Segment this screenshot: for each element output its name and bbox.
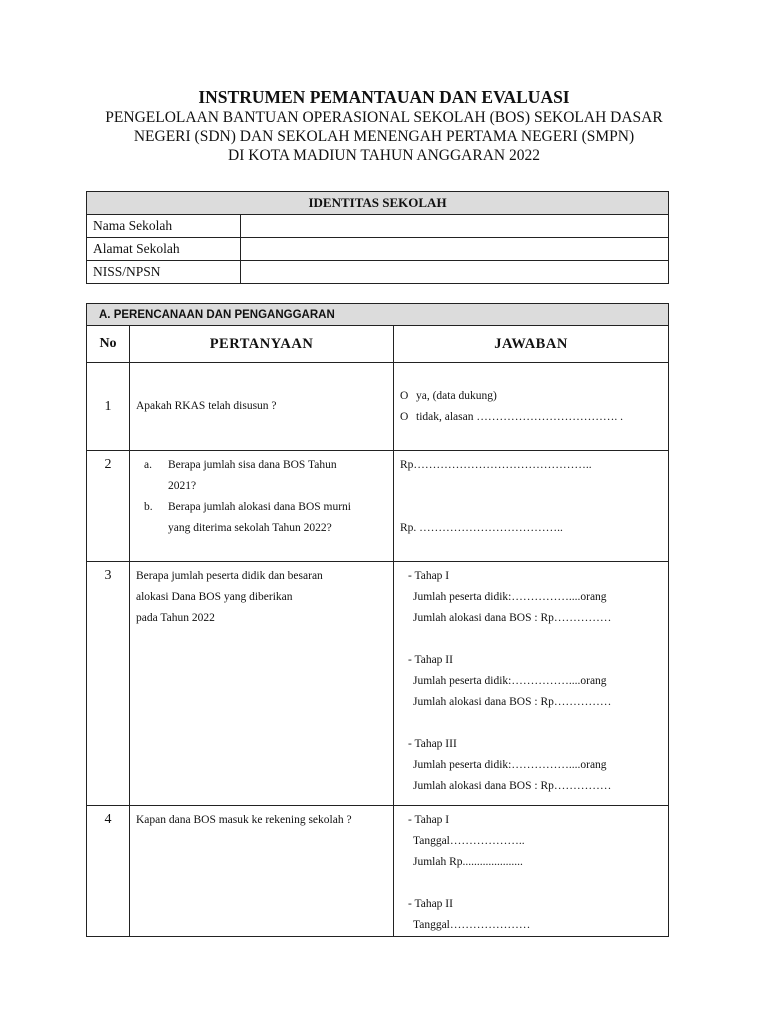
- answer-option-label: ya, (data dukung): [416, 389, 497, 402]
- answer-option-yes[interactable]: [400, 386, 662, 407]
- radio-option-icon: O: [400, 410, 409, 423]
- sub-question-text: 2021?: [168, 480, 197, 492]
- document-subtitle-line: DI KOTA MADIUN TAHUN ANGGARAN 2022: [228, 147, 540, 164]
- column-header-row: [87, 326, 669, 363]
- answer-field[interactable]: Jumlah Rp.....................: [413, 856, 523, 868]
- column-header-no: No: [87, 326, 130, 363]
- identity-row: [87, 238, 669, 261]
- question-cell: [130, 562, 394, 806]
- answer-field[interactable]: Tanggal………………..: [413, 835, 525, 847]
- row-number: 2: [87, 451, 130, 562]
- row-number: 3: [87, 562, 130, 806]
- stage-title: - Tahap III: [408, 738, 457, 750]
- identity-label: Nama Sekolah: [87, 215, 241, 238]
- answer-cell: [394, 562, 669, 806]
- table-row: [87, 363, 669, 451]
- identity-row: [87, 215, 669, 238]
- document-subtitle-line: PENGELOLAAN BANTUAN OPERASIONAL SEKOLAH (BOS) SEKOLAH DASAR: [105, 109, 663, 126]
- document-title-block: [0, 86, 768, 165]
- identity-row: [87, 261, 669, 284]
- answer-field[interactable]: Jumlah peserta didik:……………....orang: [413, 675, 607, 687]
- sub-question-text: Berapa jumlah sisa dana BOS Tahun: [168, 459, 337, 471]
- sub-question: [136, 455, 387, 497]
- stage-title: - Tahap I: [408, 570, 450, 582]
- identity-label: Alamat Sekolah: [87, 238, 241, 261]
- row-number: 4: [87, 806, 130, 937]
- answer-field[interactable]: Jumlah peserta didik:……………....orang: [413, 759, 607, 771]
- answer-field[interactable]: Rp………………………………………..: [400, 459, 592, 471]
- answer-field[interactable]: Jumlah alokasi dana BOS : Rp……………: [413, 696, 612, 708]
- question-text: Apakah RKAS telah disusun ?: [130, 363, 394, 451]
- document-subtitle-line: NEGERI (SDN) DAN SEKOLAH MENENGAH PERTAMA NEGERI (SMPN): [133, 128, 635, 145]
- table-row: [87, 562, 669, 806]
- sub-question: [136, 497, 387, 539]
- identity-value-field[interactable]: [241, 238, 669, 261]
- identity-value-field[interactable]: [241, 215, 669, 238]
- section-heading: A. PERENCANAAN DAN PENGANGGARAN: [87, 304, 669, 326]
- row-number: 1: [87, 363, 130, 451]
- question-cell: [130, 451, 394, 562]
- column-header-answer: JAWABAN: [394, 326, 669, 363]
- question-text: alokasi Dana BOS yang diberikan: [136, 591, 293, 603]
- answer-option-label: tidak, alasan ………………………………. .: [416, 410, 623, 423]
- radio-option-icon: O: [400, 389, 409, 402]
- identity-value-field[interactable]: [241, 261, 669, 284]
- identity-heading: IDENTITAS SEKOLAH: [87, 192, 669, 215]
- answer-option-no[interactable]: [400, 407, 662, 428]
- sub-question-text: Berapa jumlah alokasi dana BOS murni: [168, 501, 352, 513]
- answer-cell: [394, 363, 669, 451]
- answer-field[interactable]: Jumlah alokasi dana BOS : Rp……………: [413, 780, 612, 792]
- answer-field[interactable]: Tanggal…………………: [413, 919, 531, 931]
- column-header-question: PERTANYAAN: [130, 326, 394, 363]
- document-title: INSTRUMEN PEMANTAUAN DAN EVALUASI: [198, 87, 570, 107]
- question-text: Berapa jumlah peserta didik dan besaran: [136, 570, 323, 582]
- answer-cell: [394, 806, 669, 937]
- answer-cell: [394, 451, 669, 562]
- sub-question-label: a.: [144, 459, 152, 471]
- question-text: pada Tahun 2022: [136, 612, 215, 624]
- identity-label: NISS/NPSN: [87, 261, 241, 284]
- answer-field[interactable]: Jumlah peserta didik:……………....orang: [413, 591, 607, 603]
- stage-title: - Tahap II: [408, 898, 453, 910]
- stage-title: - Tahap I: [408, 814, 450, 826]
- answer-field[interactable]: Jumlah alokasi dana BOS : Rp……………: [413, 612, 612, 624]
- identity-table: [86, 191, 669, 284]
- stage-title: - Tahap II: [408, 654, 453, 666]
- planning-budgeting-table: [86, 303, 669, 937]
- table-row: [87, 806, 669, 937]
- sub-question-text: yang diterima sekolah Tahun 2022?: [168, 522, 332, 534]
- question-text: Kapan dana BOS masuk ke rekening sekolah ?: [130, 806, 394, 937]
- answer-field[interactable]: Rp. ………………………………..: [400, 522, 563, 534]
- table-row: [87, 451, 669, 562]
- sub-question-label: b.: [144, 501, 153, 513]
